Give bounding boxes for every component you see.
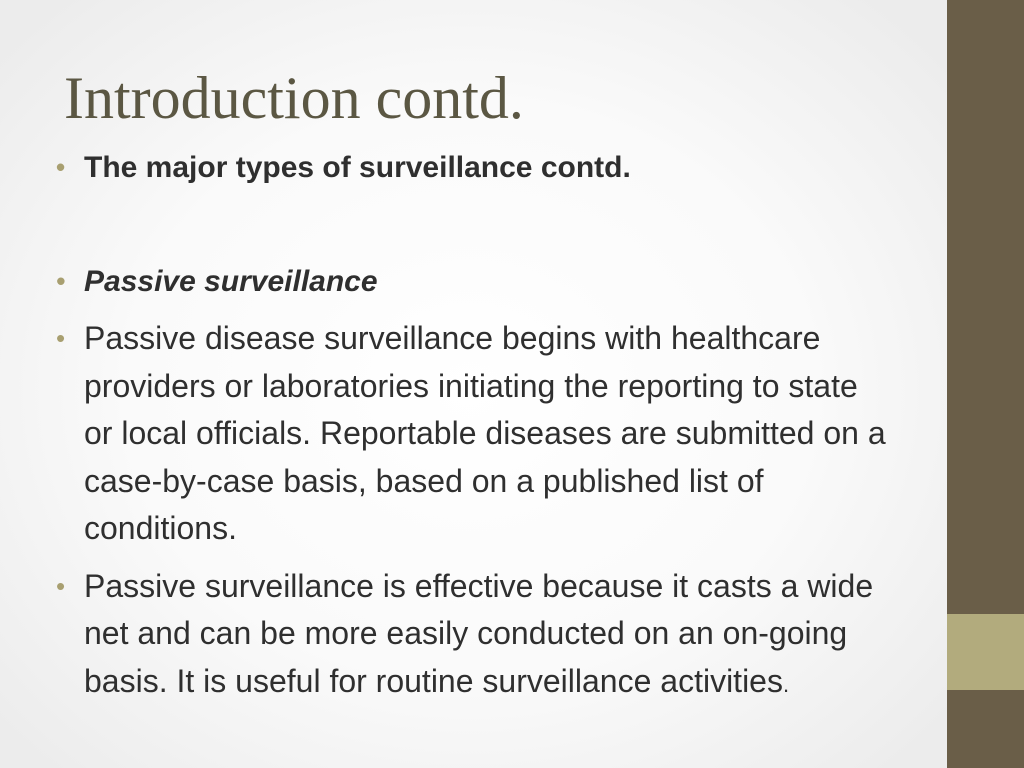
bullet-text: The major types of surveillance contd.	[84, 151, 631, 184]
bullet-dot-icon: •	[56, 152, 66, 182]
bullet-text: Passive surveillance	[84, 264, 378, 298]
slide-title: Introduction contd.	[64, 65, 524, 131]
bullet-item-passive-definition	[56, 315, 891, 553]
bullet-list	[56, 144, 891, 708]
bullet-item-major-types	[56, 144, 891, 192]
bullet-text: Passive disease surveillance begins with healthcare providers or laboratories initiating the reporting to state or local officials. Reportable diseases are submitted on a case-by-case basis, based on a published list of conditions.	[84, 320, 886, 546]
sidebar-accent-block	[947, 614, 1024, 690]
bullet-item-passive-effectiveness	[56, 563, 891, 709]
bullet-trailing-period: .	[782, 671, 790, 697]
bullet-dot-icon: •	[56, 265, 66, 296]
bullet-item-passive-surveillance-heading	[56, 258, 891, 306]
bullet-dot-icon: •	[56, 570, 66, 601]
bullet-text: Passive surveillance is effective because it casts a wide net and can be more easily conducted on an on-going basis. It is useful for routine surveillance activities	[84, 567, 874, 699]
bullet-dot-icon: •	[56, 323, 66, 353]
